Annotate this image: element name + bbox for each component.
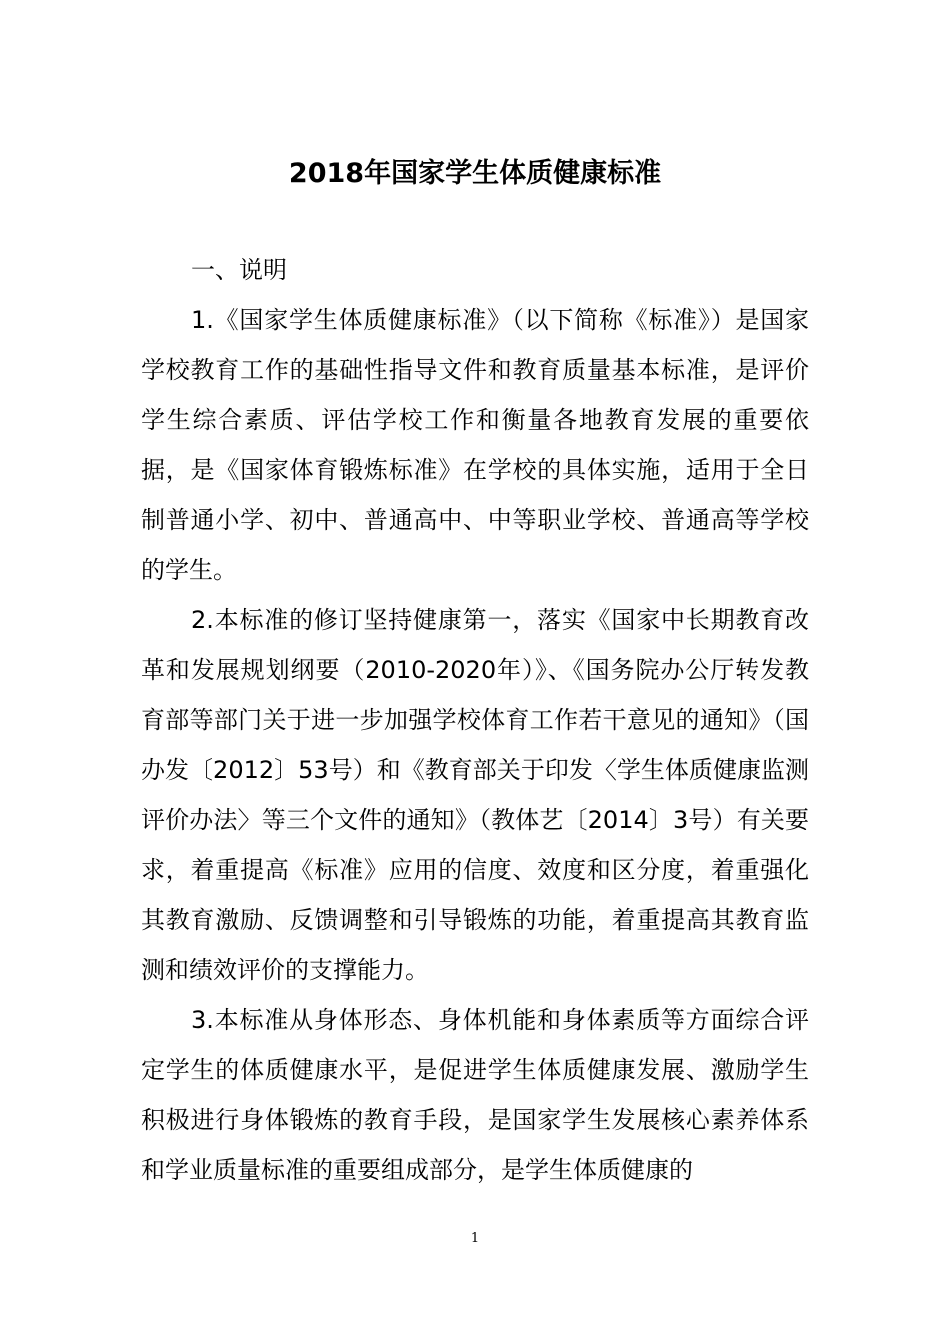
document-title: 2018年国家学生体质健康标准 xyxy=(288,158,662,189)
section-heading: 一、说明 xyxy=(191,256,287,284)
paragraph-2: 2.本标准的修订坚持健康第一，落实《国家中长期教育改革和发展规划纲要（2010-2020年）》、《国务院办公厅转发教育部等部门关于进一步加强学校体育工作若干意见的通知》（国办发〔2012〕53号）和《教育部关于印发〈学生体质健康监测评价办法〉等三个文件的通知》（教体艺〔2014〕3号）有关要求，着重提高《标准》应用的信度、效度和区分度，着重强化其教育激励、反馈调整和引导锻炼的功能，着重提高其教育监测和绩效评价的支撑能力。 xyxy=(141,606,809,984)
paragraph-1: 1.《国家学生体质健康标准》（以下简称《标准》）是国家学校教育工作的基础性指导文件和教育质量基本标准，是评价学生综合素质、评估学校工作和衡量各地教育发展的重要依据，是《国家体育锻炼标准》在学校的具体实施，适用于全日制普通小学、初中、普通高中、中等职业学校、普通高等学校的学生。 xyxy=(141,306,809,584)
paragraph-3: 3.本标准从身体形态、身体机能和身体素质等方面综合评定学生的体质健康水平，是促进学生体质健康发展、激励学生积极进行身体锻炼的教育手段，是国家学生发展核心素养体系和学业质量标准的重要组成部分，是学生体质健康的 xyxy=(141,1006,809,1184)
page-number: 1 xyxy=(470,1231,480,1246)
document-body xyxy=(141,245,809,1195)
